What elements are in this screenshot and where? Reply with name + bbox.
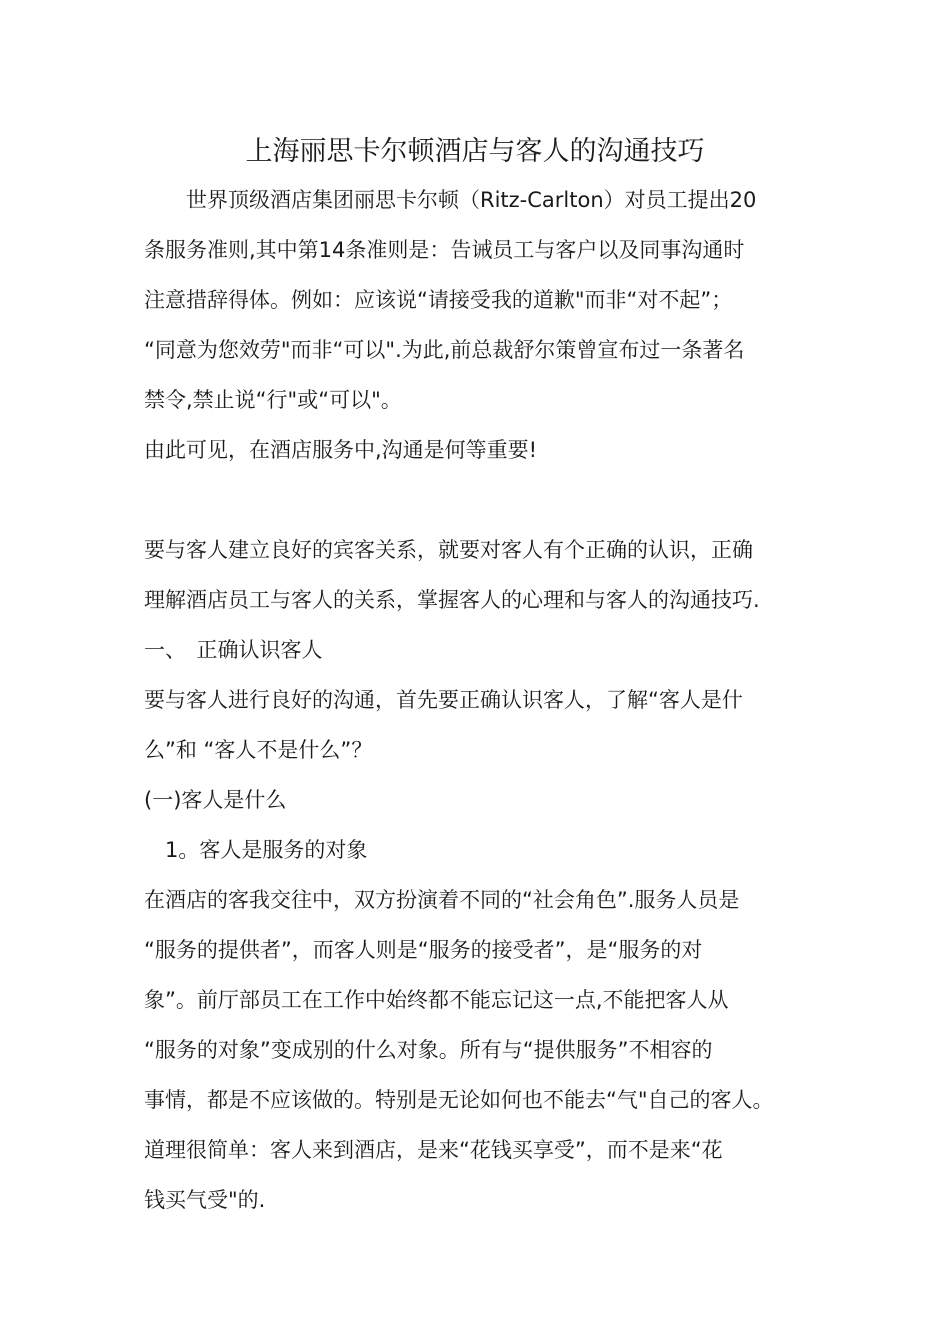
paragraph-line: 象”。前厅部员工在工作中始终都不能忘记这一点,不能把客人从 [144,988,729,1012]
paragraph-line: 理解酒店员工与客人的关系，掌握客人的心理和与客人的沟通技巧. [144,588,760,612]
paragraph-line: 由此可见，在酒店服务中,沟通是何等重要! [144,438,538,462]
paragraph-line: 事情，都是不应该做的。特别是无论如何也不能去“气"自己的客人。 [144,1088,774,1112]
paragraph-line: “服务的对象”变成别的什么对象。所有与“提供服务”不相容的 [144,1038,713,1062]
paragraph-line: 要与客人进行良好的沟通，首先要正确认识客人，了解“客人是什 [144,688,743,712]
paragraph-line: 在酒店的客我交往中，双方扮演着不同的“社会角色”.服务人员是 [144,888,740,912]
paragraph-line: 么”和 “客人不是什么”？ [144,738,373,762]
paragraph-line: 禁令,禁止说“行"或“可以"。 [144,388,402,412]
paragraph-line: 注意措辞得体。例如：应该说“请接受我的道歉"而非“对不起”； [144,288,733,312]
paragraph-line: “同意为您效劳"而非“可以".为此,前总裁舒尔策曾宣布过一条著名 [144,338,745,362]
paragraph-line: “服务的提供者”，而客人则是“服务的接受者”，是“服务的对 [144,938,703,962]
subsection-heading: (一)客人是什么 [144,788,287,812]
paragraph-line: 道理很简单：客人来到酒店，是来“花钱买享受”，而不是来“花 [144,1138,723,1162]
paragraph-line: 世界顶级酒店集团丽思卡尔顿（Ritz-Carlton）对员工提出20 [144,188,757,212]
paragraph-line: 要与客人建立良好的宾客关系，就要对客人有个正确的认识，正确 [144,538,753,562]
subsection-heading: 1。客人是服务的对象 [144,838,368,862]
paragraph-line: 钱买气受"的. [144,1188,266,1212]
section-heading: 一、 正确认识客人 [144,638,323,662]
document-title: 上海丽思卡尔顿酒店与客人的沟通技巧 [245,136,705,167]
paragraph-line: 条服务准则,其中第14条准则是：告诫员工与客户以及同事沟通时 [144,238,745,262]
